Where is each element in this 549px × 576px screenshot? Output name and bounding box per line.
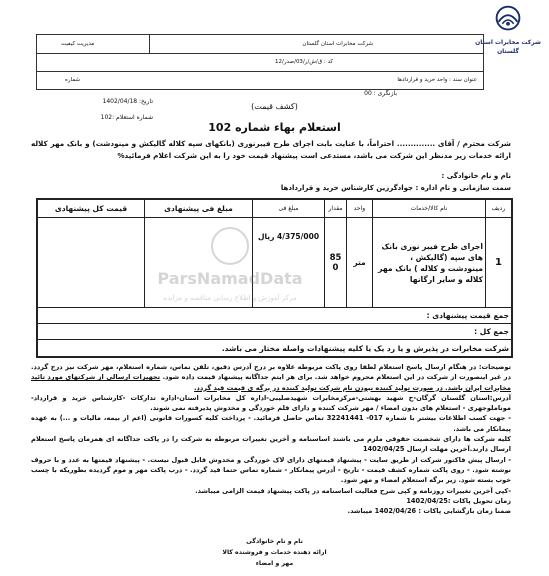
cell-unit: متر (347, 218, 373, 308)
note-8: ضمنا زمان بازگشایی پاکات : 1402/04/26 میباشد. (347, 507, 511, 516)
revision: بازنگری : 00 (364, 90, 397, 97)
sum-offer-row (38, 308, 512, 324)
cell-unit-price: 4/375/000 ریال (253, 218, 325, 308)
notes-section (31, 362, 511, 516)
header-offer-unit: مبلغ فی پیشنهادی (145, 200, 253, 218)
note-3: - جهت کسب اطلاعات بیشتر با شماره 017- 32241441 تماس حاصل فرمائید. - پرداخت کلیه کسورات قانونی (اعم از بیمه، مالیات و ...) به عهده پیمانکار می باشد. (31, 414, 511, 433)
name-line: نام و نام خانوادگی : (441, 172, 511, 180)
sum-offer-label: جمع قیمت پیشنهادی : (38, 308, 512, 324)
signature-stamp: مهر و امضاء (255, 560, 294, 567)
cell-row-number: 1 (486, 218, 512, 308)
header-unit-price: مبلغ فی (253, 200, 325, 218)
company-name: شرکت مخابرات استان گلستان (302, 41, 373, 47)
note-5: - ارسال پیش فاکتور شرکت از طریق سایت - پیشنهاد قیمتهای دارای لاک خوردگی و مخدوش قابل قبول نیست. - پیشنهاد قیمتها به عدد و با حروف نوشته شود. - روی پاکت شماره کشف قیمت - تاریخ - آدرس پیمانکار - شماره تماس حتما قید گردد. - درب پاکت مهر و موم گردیده بطوریکه با چسب خوب بسته شود. زیر برگه استعلام امضاء و مهر شود. (31, 455, 511, 485)
note-7: زمان تحویل پاکات :1402/04/25 (406, 496, 511, 505)
note-1-underlined: تجهیزات ارسالی از شرکتهای مورد تائید مخابرات ایران باشد. در صورت تولید کننده نبودن نام شرکت تولید کننده در برگه ی قیمت قید گردد. (31, 373, 511, 392)
signature-role: ارائه دهنده خدمات و فروشنده کالا (222, 549, 327, 556)
sum-total-label: جمع کل : (38, 324, 512, 340)
header-row-number: ردیف (486, 200, 512, 218)
signature-name: نام و نام خانوادگی (246, 538, 303, 545)
title-sub: (کشف قیمت) (251, 102, 298, 111)
note-4: کلیه شرکت ها دارای شخصیت حقوقی ملزم می باشند اساسنامه و آخرین تغییرات مربوطه به شرکت را در پاکت جداگانه ای همزمان پاسخ استعلام ارسال دارند.آخرین مهلت ارسال 1402/04/25 (31, 435, 511, 454)
position-line: سمت سازمانی و نام اداره : جوادگرزین کارشناس خرید و قراردادها (280, 184, 511, 192)
cell-offer-unit[interactable] (145, 218, 253, 308)
quality-management: مدیریت کیفیت (61, 41, 95, 47)
note-2: آدرس:استان گلستان گرگان-خ شهید بهشتی-مرکزمخابرات شهیدصلیبی-اداره کل مخابرات استان-اداره تدارکات -کارشناس خرید و قرارداد- موناملوجهری - استعلام های بدون امضاء / مهر شرکت کننده و دارای قلم خوردگی و مخدوش پذیرفته نمی شوند. (31, 393, 511, 413)
inquiry-date: تاریخ: 1402/04/18 (102, 98, 153, 105)
intro-paragraph: شرکت محترم / آقای .............. احتراماً، با عنایت بابت اجرای طرح فیبرنوری (بانکهای سپه کلاله گالیکش و مینودشت) و بانک مهر کلاله ارائه خدمات زیر مدنظر این شرکت می باشد، مستدعی است پیشنهاد قیمت خود را به این شرکت اعلام فرمائید% (31, 139, 511, 160)
document-title: عنوان سند : واحد خرید و قراردادها (397, 77, 477, 83)
cell-qty: 850 (325, 218, 347, 308)
page-title: استعلام بهاء شماره 102 (208, 121, 341, 134)
watermark-sub: مرکز آموزش و اطلاع رسانی مناقصه و مزایده (163, 294, 297, 302)
logo-text: شرکت مخابرات استان گلستان (475, 39, 541, 55)
document-header (36, 34, 484, 90)
watermark-text: ParsNamadData (157, 269, 303, 288)
table-note-row (38, 340, 512, 357)
cell-offer-total[interactable] (38, 218, 145, 308)
note-6: -کپی آخرین تغییرات روزنامه و کپی شرح فعالیت اساسنامه در پاکت پیشنهاد قیمت الزامی میباشد. (195, 486, 511, 495)
table-header-row (38, 200, 512, 218)
cell-item: اجرای طرح فیبر نوری بانک های سپه (گالیکش ، مینودشت و کلاله ) بانک مهر کلاله و سایر ارگانها (373, 218, 486, 308)
document-code: کد : ق/ش/ر/03/صدر/12 (275, 59, 333, 65)
inquiry-number: شماره استعلام :102 (100, 114, 153, 121)
sum-total-row (38, 324, 512, 340)
header-unit: واحد (347, 200, 373, 218)
header-offer-total: قیمت کل پیشنهادی (38, 200, 145, 218)
number-label: شماره (65, 77, 81, 83)
note-1: توضیحات: در هنگام ارسال پاسخ استعلام لطفا روی پاکت مربوطه علاوه بر درج آدرس دقیق، تلفن تماس، شماره استعلام، مهر شرکت نیز درج گردد. در غیر اینصورت از شرکت در این استعلام محروم خواهد شد. برای هر ایتم جداگانه پیشنهاد قیمت داده شود. (31, 363, 511, 382)
header-qty: مقدار (325, 200, 347, 218)
telecom-logo-icon (489, 4, 527, 34)
price-table (36, 198, 513, 358)
table-note: شرکت مخابرات در پذیرش و یا رد یک یا کلیه پیشنهادات واصله مختار می باشد. (38, 340, 512, 357)
header-item: نام کالا/خدمات (373, 200, 486, 218)
table-row (38, 218, 512, 308)
